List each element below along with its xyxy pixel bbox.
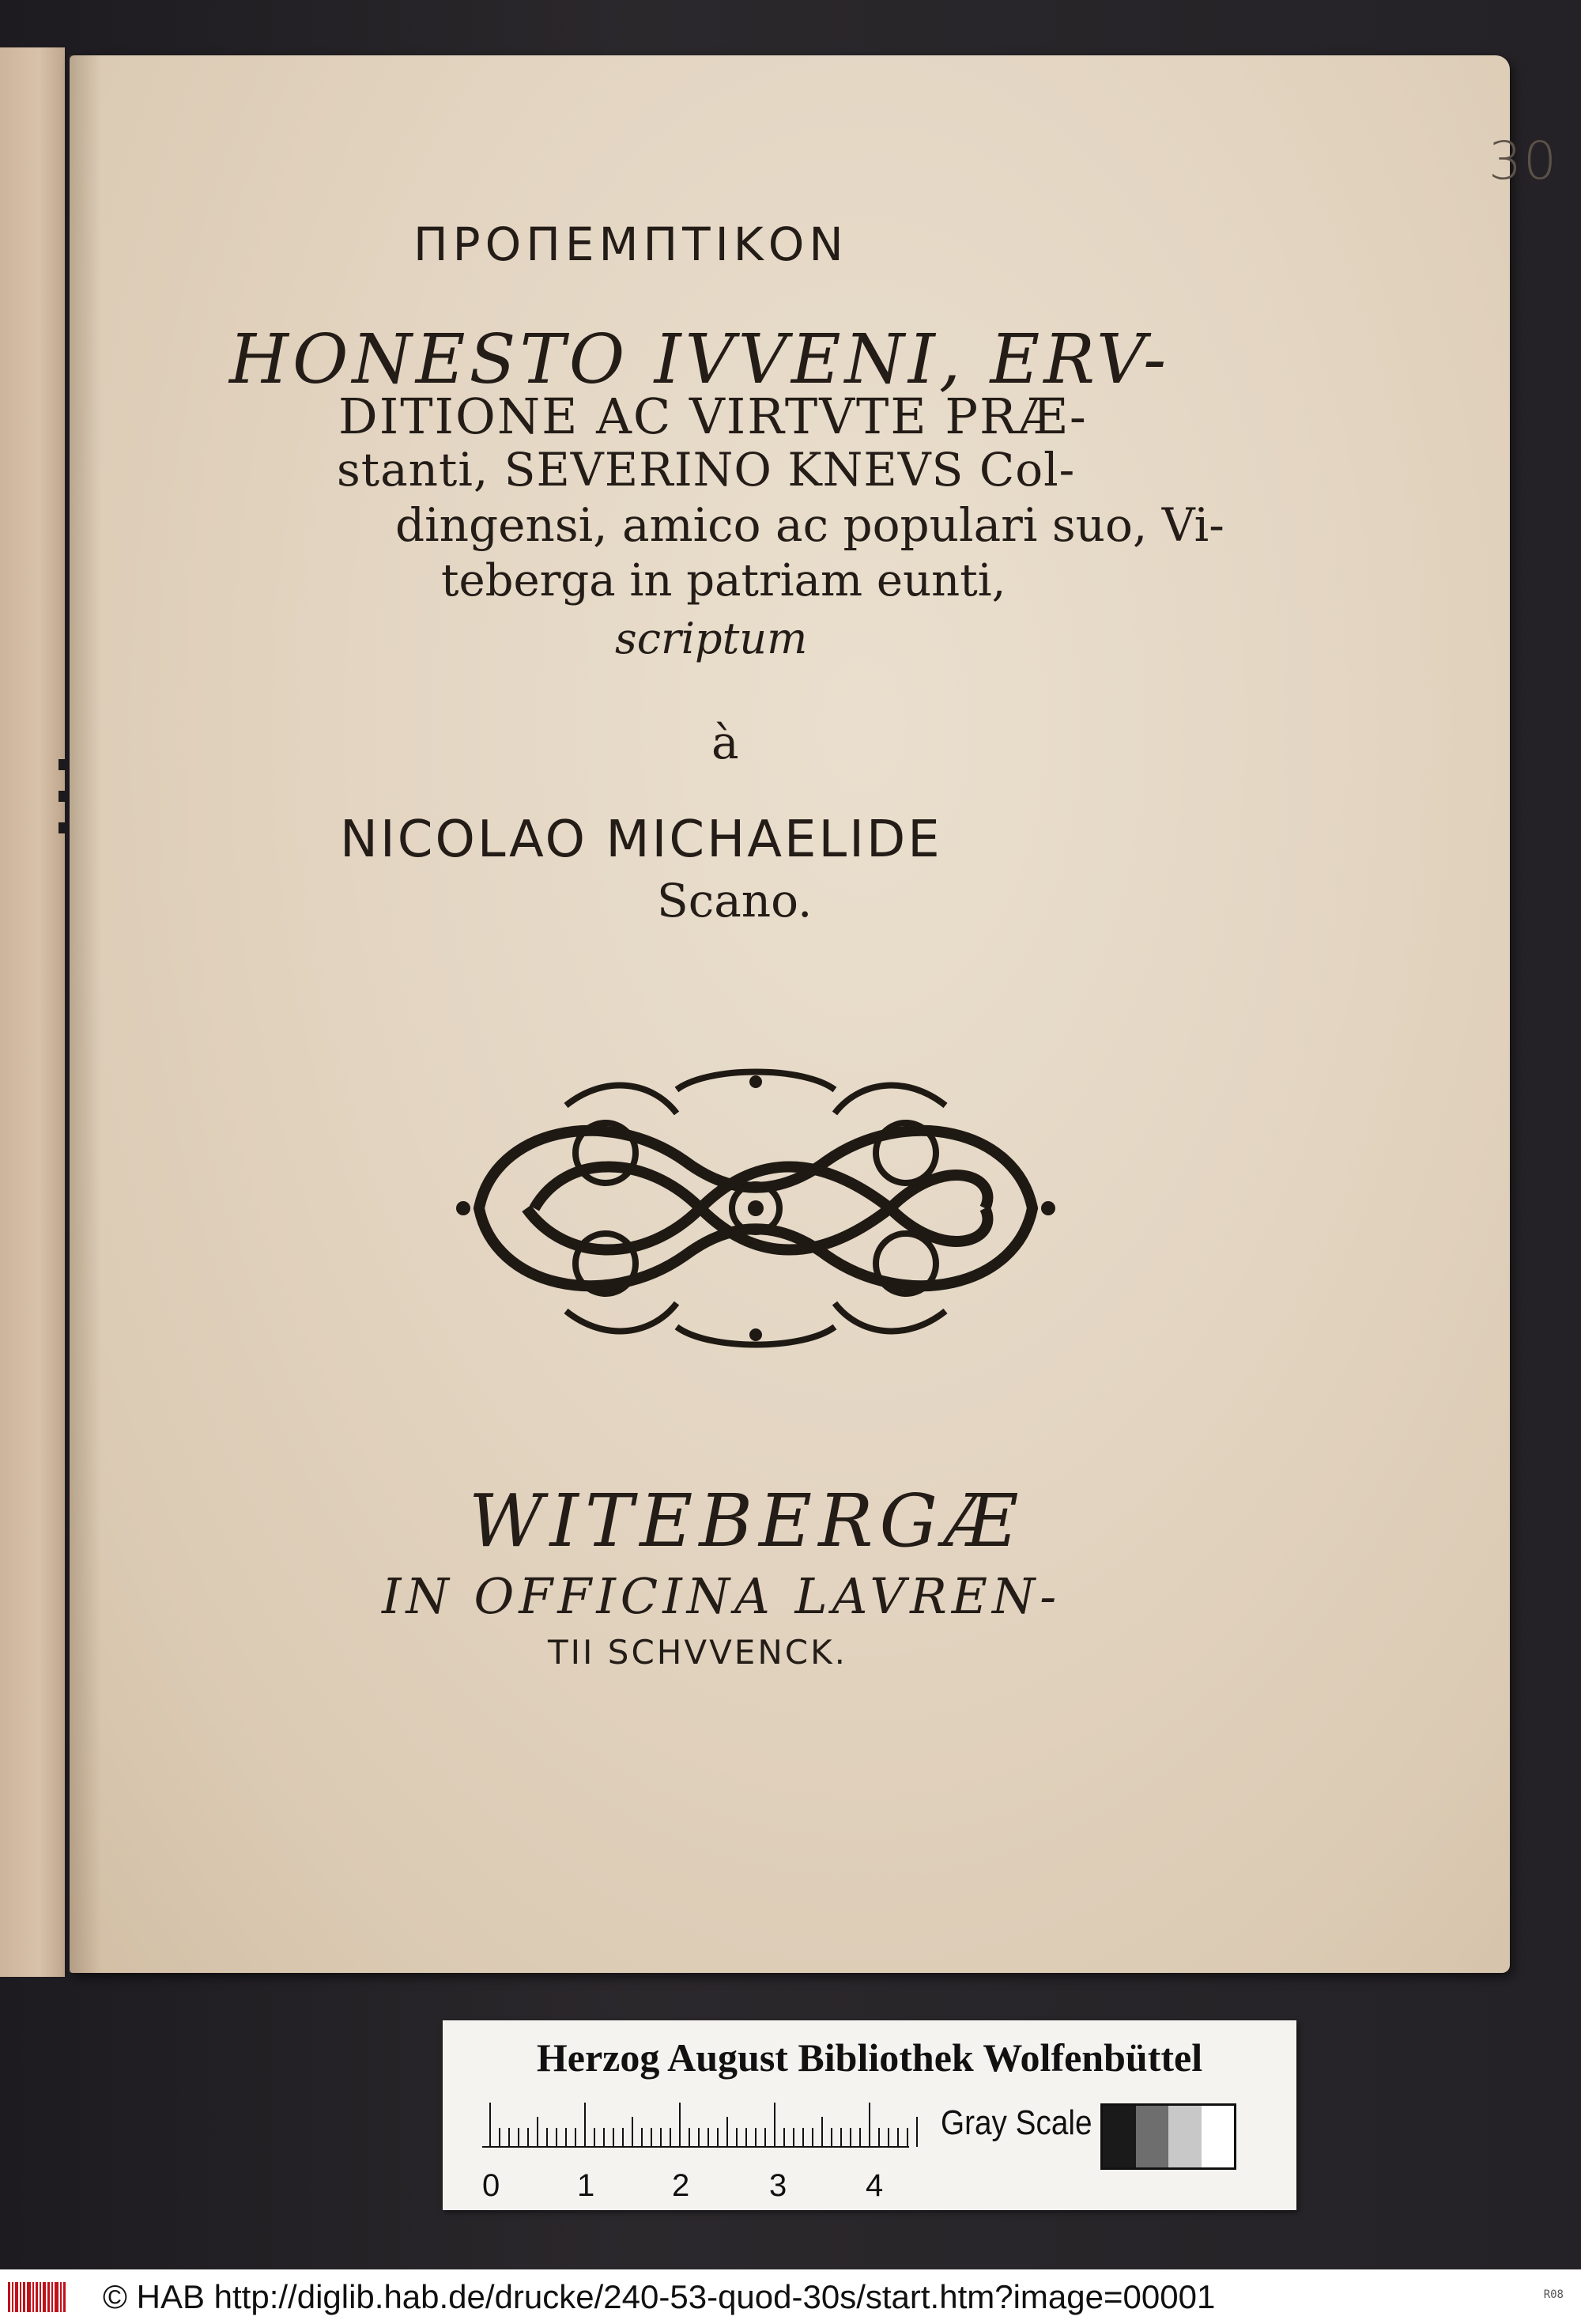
ruler-number: 0	[482, 2168, 500, 2202]
imprint-printer-line-2: TII SCHVVENCK.	[548, 1633, 847, 1672]
logo-bar	[43, 2282, 46, 2312]
previous-page-edge	[0, 47, 65, 1977]
logo-bar	[36, 2282, 38, 2312]
author-origin: Scano.	[657, 874, 813, 928]
gray-patch	[1136, 2106, 1169, 2167]
imprint-printer-line-1: IN OFFICINA LAVREN-	[382, 1567, 1062, 1625]
gray-patch	[1202, 2106, 1235, 2167]
logo-bar	[60, 2282, 62, 2312]
page-edge-mark	[58, 822, 65, 833]
ruler-number: 2	[672, 2168, 690, 2202]
logo-bar	[12, 2282, 13, 2312]
preposition-a: à	[711, 716, 739, 769]
gray-scale-label: Gray Scale	[941, 2103, 1092, 2142]
logo-bar	[20, 2282, 21, 2312]
title-line-6: scriptum	[615, 614, 808, 663]
logo-bar	[47, 2282, 50, 2312]
copyright-url-text: © HAB http://diglib.hab.de/drucke/240-53-quod-30s/start.htm?image=00001	[103, 2277, 1216, 2315]
logo-bar	[51, 2282, 53, 2312]
logo-bar	[15, 2282, 18, 2312]
gray-patch	[1168, 2106, 1202, 2167]
hab-barcode-logo-icon	[6, 2279, 70, 2315]
centimeter-ruler	[482, 2099, 941, 2202]
logo-bar	[23, 2282, 25, 2312]
imprint-city: WITEBERGÆ	[469, 1479, 1024, 1563]
page-edge-mark	[58, 759, 65, 770]
logo-bar	[55, 2282, 58, 2312]
title-line-5: teberga in patriam eunti,	[441, 555, 1006, 607]
logo-bar	[27, 2282, 31, 2312]
spine-shadow	[70, 55, 101, 1973]
title-line-1: HONESTO IVVENI, ERV-	[229, 320, 1171, 399]
viewer-status-bar	[0, 2269, 1581, 2324]
gray-scale-patches	[1100, 2103, 1236, 2170]
title-page	[70, 55, 1558, 1973]
ruler-number: 1	[577, 2168, 595, 2202]
folio-number: 30	[1489, 130, 1558, 191]
title-line-4: dingensi, amico ac populari suo, Vi-	[395, 498, 1224, 552]
ruler-number: 4	[866, 2168, 884, 2202]
logo-bar	[8, 2282, 10, 2312]
page-edge-mark	[58, 791, 65, 802]
ruler-number: 3	[769, 2168, 787, 2202]
logo-bar	[40, 2282, 41, 2312]
library-color-card	[443, 2020, 1296, 2210]
logo-bar	[32, 2282, 34, 2312]
logo-bar	[63, 2282, 66, 2312]
gray-patch	[1103, 2106, 1136, 2167]
footer-mark: R08	[1543, 2288, 1564, 2301]
author-name: NICOLAO MICHAELIDE	[340, 811, 942, 869]
printers-ornament	[447, 1058, 1064, 1359]
greek-title: ΠΡΟΠΕΜΠΤΙΚΟΝ	[413, 217, 848, 271]
title-line-2: DITIONE AC VIRTVTE PRÆ-	[338, 387, 1088, 445]
library-name: Herzog August Bibliothek Wolfenbüttel	[536, 2035, 1203, 2080]
title-line-3: stanti, SEVERINO KNEVS Col-	[337, 443, 1076, 497]
